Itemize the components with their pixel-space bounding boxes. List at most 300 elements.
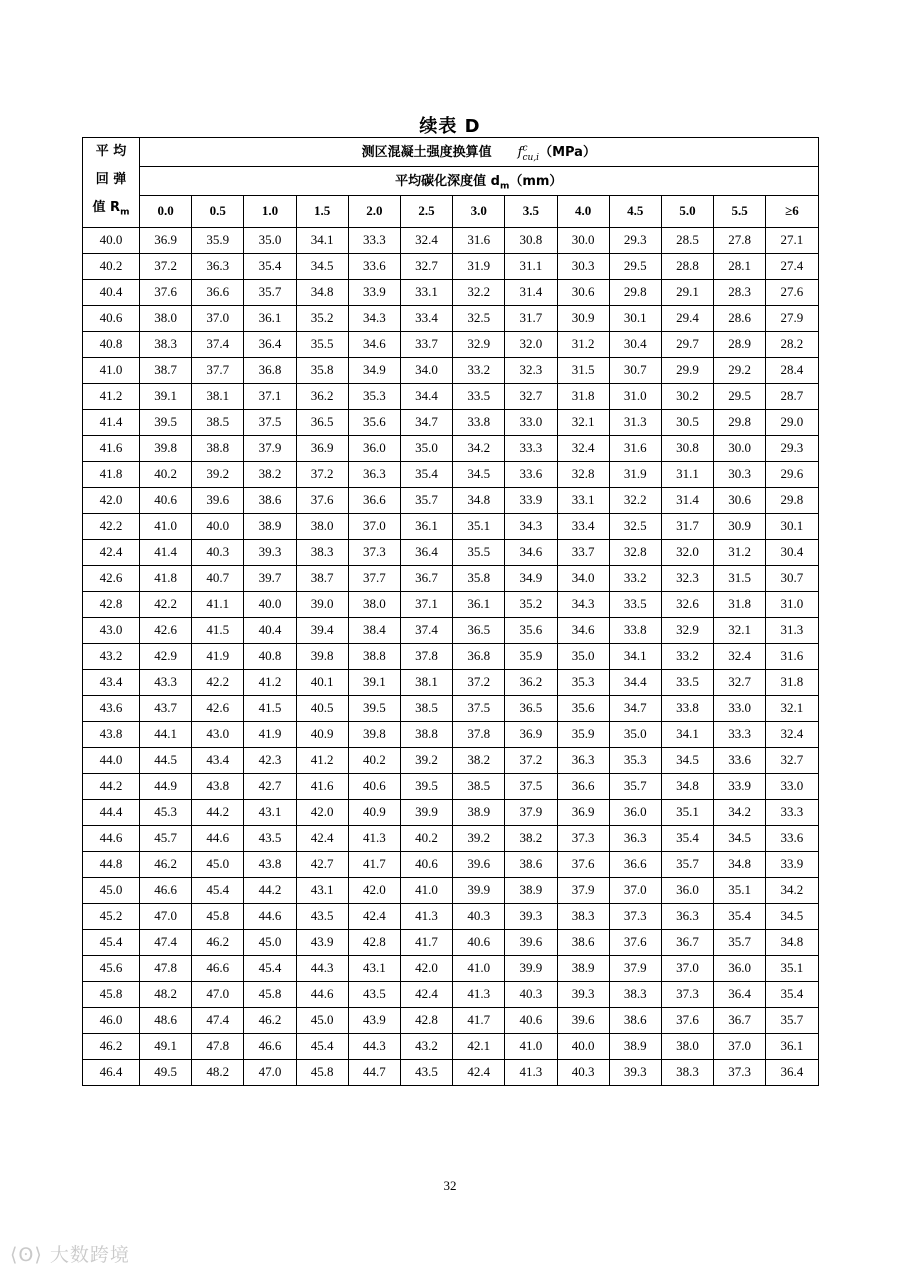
strength-value-cell: 36.2: [505, 669, 557, 695]
strength-value-cell: 42.3: [244, 747, 296, 773]
table-row: [83, 643, 819, 669]
strength-value-cell: 40.5: [296, 695, 348, 721]
table-row: [83, 409, 819, 435]
strength-value-cell: 40.3: [505, 981, 557, 1007]
strength-value-cell: 33.6: [714, 747, 766, 773]
rebound-value-cell: 46.0: [83, 1007, 140, 1033]
table-row: [83, 591, 819, 617]
strength-value-cell: 32.7: [505, 383, 557, 409]
strength-value-cell: 35.7: [766, 1007, 818, 1033]
page-number: 32: [443, 1178, 457, 1193]
strength-value-cell: 40.9: [348, 799, 400, 825]
strength-value-cell: 32.9: [661, 617, 713, 643]
strength-value-cell: 38.9: [453, 799, 505, 825]
strength-value-cell: 33.8: [453, 409, 505, 435]
strength-value-cell: 34.2: [714, 799, 766, 825]
strength-value-cell: 47.8: [192, 1033, 244, 1059]
table-row: [83, 487, 819, 513]
strength-value-cell: 40.2: [140, 461, 192, 487]
strength-value-cell: 29.9: [661, 357, 713, 383]
strength-value-cell: 46.6: [244, 1033, 296, 1059]
table-row: [83, 383, 819, 409]
strength-value-cell: 38.8: [192, 435, 244, 461]
table-row: [83, 1033, 819, 1059]
strength-value-cell: 30.2: [661, 383, 713, 409]
strength-value-cell: 31.1: [661, 461, 713, 487]
strength-value-cell: 32.8: [557, 461, 609, 487]
depth-column-header: 5.0: [661, 195, 713, 227]
strength-value-cell: 39.8: [348, 721, 400, 747]
strength-value-cell: 35.8: [296, 357, 348, 383]
strength-value-cell: 38.0: [348, 591, 400, 617]
strength-value-cell: 42.0: [348, 877, 400, 903]
strength-value-cell: 42.8: [400, 1007, 452, 1033]
strength-value-cell: 33.4: [557, 513, 609, 539]
strength-value-cell: 31.8: [714, 591, 766, 617]
strength-value-cell: 39.5: [400, 773, 452, 799]
strength-value-cell: 41.9: [192, 643, 244, 669]
strength-value-cell: 39.6: [192, 487, 244, 513]
strength-value-cell: 31.0: [766, 591, 818, 617]
strength-value-cell: 37.6: [661, 1007, 713, 1033]
strength-value-cell: 43.0: [192, 721, 244, 747]
depth-column-header: 4.0: [557, 195, 609, 227]
rebound-value-cell: 45.6: [83, 955, 140, 981]
strength-value-cell: 46.2: [140, 851, 192, 877]
table-body: [83, 227, 819, 1085]
strength-value-cell: 34.1: [296, 227, 348, 253]
strength-value-cell: 36.4: [714, 981, 766, 1007]
strength-value-cell: 29.1: [661, 279, 713, 305]
strength-value-cell: 45.0: [244, 929, 296, 955]
table-row: [83, 825, 819, 851]
strength-value-cell: 32.8: [609, 539, 661, 565]
strength-value-cell: 38.8: [348, 643, 400, 669]
strength-value-cell: 31.6: [453, 227, 505, 253]
strength-value-cell: 42.2: [192, 669, 244, 695]
strength-value-cell: 29.3: [766, 435, 818, 461]
strength-value-cell: 27.9: [766, 305, 818, 331]
strength-value-cell: 32.1: [714, 617, 766, 643]
depth-column-header: 1.5: [296, 195, 348, 227]
strength-value-cell: 40.6: [400, 851, 452, 877]
strength-value-cell: 36.9: [557, 799, 609, 825]
strength-value-cell: 31.5: [714, 565, 766, 591]
strength-value-cell: 41.0: [505, 1033, 557, 1059]
rebound-value-cell: 42.8: [83, 591, 140, 617]
strength-value-cell: 32.4: [557, 435, 609, 461]
strength-value-cell: 34.5: [661, 747, 713, 773]
strength-value-cell: 36.7: [714, 1007, 766, 1033]
strength-value-cell: 35.6: [348, 409, 400, 435]
table-title: 续表 D: [419, 116, 481, 137]
strength-value-cell: 28.3: [714, 279, 766, 305]
strength-value-cell: 39.3: [505, 903, 557, 929]
strength-value-cell: 39.2: [453, 825, 505, 851]
strength-value-cell: 44.1: [140, 721, 192, 747]
strength-value-cell: 36.8: [453, 643, 505, 669]
strength-value-cell: 35.6: [505, 617, 557, 643]
strength-value-cell: 35.0: [400, 435, 452, 461]
strength-value-cell: 43.2: [400, 1033, 452, 1059]
strength-value-cell: 43.9: [348, 1007, 400, 1033]
strength-value-cell: 35.5: [296, 331, 348, 357]
strength-value-cell: 34.6: [348, 331, 400, 357]
strength-value-cell: 44.6: [244, 903, 296, 929]
strength-value-cell: 28.8: [661, 253, 713, 279]
strength-value-cell: 35.3: [557, 669, 609, 695]
strength-value-cell: 34.9: [348, 357, 400, 383]
row-label-line-2: 回 弹: [95, 172, 127, 187]
strength-value-cell: 35.0: [557, 643, 609, 669]
strength-value-cell: 29.6: [766, 461, 818, 487]
strength-value-cell: 40.0: [244, 591, 296, 617]
table-row: [83, 461, 819, 487]
strength-value-cell: 47.4: [192, 1007, 244, 1033]
strength-value-cell: 32.4: [766, 721, 818, 747]
strength-value-cell: 38.6: [609, 1007, 661, 1033]
strength-value-cell: 47.0: [244, 1059, 296, 1085]
strength-value-cell: 34.0: [400, 357, 452, 383]
strength-value-cell: 38.3: [609, 981, 661, 1007]
table-row: [83, 331, 819, 357]
strength-value-cell: 35.3: [609, 747, 661, 773]
strength-value-cell: 44.2: [244, 877, 296, 903]
unit-label: （MPa）: [539, 145, 596, 161]
strength-value-cell: 30.4: [609, 331, 661, 357]
rebound-value-cell: 43.8: [83, 721, 140, 747]
strength-value-cell: 29.3: [609, 227, 661, 253]
strength-value-cell: 34.5: [766, 903, 818, 929]
strength-value-cell: 30.3: [714, 461, 766, 487]
strength-value-cell: 41.7: [348, 851, 400, 877]
strength-value-cell: 39.8: [296, 643, 348, 669]
row-label-line-1: 平 均: [95, 144, 127, 159]
strength-value-cell: 42.6: [140, 617, 192, 643]
strength-value-cell: 47.0: [140, 903, 192, 929]
strength-value-cell: 28.6: [714, 305, 766, 331]
strength-value-cell: 36.5: [296, 409, 348, 435]
strength-value-cell: 30.1: [609, 305, 661, 331]
rebound-value-cell: 45.8: [83, 981, 140, 1007]
strength-value-cell: 38.1: [192, 383, 244, 409]
strength-value-cell: 35.4: [766, 981, 818, 1007]
strength-value-cell: 37.0: [348, 513, 400, 539]
strength-value-cell: 34.7: [400, 409, 452, 435]
strength-value-cell: 28.7: [766, 383, 818, 409]
strength-value-cell: 43.3: [140, 669, 192, 695]
rebound-value-cell: 40.6: [83, 305, 140, 331]
strength-value-cell: 44.3: [348, 1033, 400, 1059]
strength-value-cell: 38.9: [244, 513, 296, 539]
rebound-value-cell: 43.4: [83, 669, 140, 695]
strength-value-cell: 33.0: [766, 773, 818, 799]
strength-value-cell: 29.5: [714, 383, 766, 409]
strength-value-cell: 35.4: [661, 825, 713, 851]
strength-value-cell: 33.7: [557, 539, 609, 565]
strength-value-cell: 43.1: [244, 799, 296, 825]
strength-value-cell: 45.0: [296, 1007, 348, 1033]
rebound-value-cell: 40.2: [83, 253, 140, 279]
strength-group-header: [140, 138, 819, 167]
rebound-value-cell: 44.6: [83, 825, 140, 851]
strength-value-cell: 42.1: [453, 1033, 505, 1059]
strength-value-cell: 37.3: [714, 1059, 766, 1085]
strength-value-cell: 42.0: [400, 955, 452, 981]
strength-value-cell: 38.6: [244, 487, 296, 513]
rebound-value-cell: 41.4: [83, 409, 140, 435]
strength-value-cell: 39.4: [296, 617, 348, 643]
strength-value-cell: 30.7: [609, 357, 661, 383]
strength-value-cell: 31.8: [766, 669, 818, 695]
strength-value-cell: 32.7: [714, 669, 766, 695]
strength-value-cell: 45.8: [192, 903, 244, 929]
strength-value-cell: 35.4: [714, 903, 766, 929]
strength-value-cell: 43.5: [296, 903, 348, 929]
strength-value-cell: 30.9: [557, 305, 609, 331]
strength-value-cell: 43.1: [296, 877, 348, 903]
strength-value-cell: 32.5: [453, 305, 505, 331]
strength-value-cell: 36.5: [505, 695, 557, 721]
strength-value-cell: 40.2: [348, 747, 400, 773]
strength-value-cell: 48.2: [140, 981, 192, 1007]
strength-value-cell: 37.6: [557, 851, 609, 877]
strength-value-cell: 36.3: [557, 747, 609, 773]
strength-value-cell: 43.4: [192, 747, 244, 773]
strength-value-cell: 36.6: [609, 851, 661, 877]
strength-value-cell: 31.6: [766, 643, 818, 669]
strength-value-cell: 40.7: [192, 565, 244, 591]
strength-value-cell: 35.7: [661, 851, 713, 877]
strength-value-cell: 36.0: [661, 877, 713, 903]
strength-value-cell: 37.2: [296, 461, 348, 487]
strength-value-cell: 34.7: [609, 695, 661, 721]
strength-value-cell: 40.9: [296, 721, 348, 747]
table-row: [83, 877, 819, 903]
strength-value-cell: 37.4: [400, 617, 452, 643]
strength-value-cell: 39.5: [348, 695, 400, 721]
strength-value-cell: 34.8: [766, 929, 818, 955]
strength-value-cell: 39.7: [244, 565, 296, 591]
strength-value-cell: 37.0: [609, 877, 661, 903]
table-row: [83, 357, 819, 383]
strength-value-cell: 31.7: [505, 305, 557, 331]
strength-value-cell: 46.2: [192, 929, 244, 955]
strength-value-cell: 37.5: [505, 773, 557, 799]
strength-value-cell: 28.9: [714, 331, 766, 357]
strength-value-cell: 36.0: [609, 799, 661, 825]
strength-value-cell: 42.4: [400, 981, 452, 1007]
strength-value-cell: 33.2: [453, 357, 505, 383]
strength-value-cell: 35.1: [766, 955, 818, 981]
depth-column-header: 1.0: [244, 195, 296, 227]
strength-value-cell: 36.5: [453, 617, 505, 643]
strength-value-cell: 37.1: [244, 383, 296, 409]
rebound-value-cell: 44.4: [83, 799, 140, 825]
strength-value-cell: 43.8: [244, 851, 296, 877]
strength-value-cell: 32.1: [766, 695, 818, 721]
rebound-value-cell: 46.4: [83, 1059, 140, 1085]
strength-value-cell: 30.7: [766, 565, 818, 591]
table-row: [83, 279, 819, 305]
rebound-value-cell: 40.8: [83, 331, 140, 357]
strength-value-cell: 33.8: [609, 617, 661, 643]
strength-value-cell: 29.5: [609, 253, 661, 279]
strength-value-cell: 45.8: [244, 981, 296, 1007]
strength-value-cell: 34.0: [557, 565, 609, 591]
strength-value-cell: 38.5: [453, 773, 505, 799]
strength-value-cell: 38.9: [505, 877, 557, 903]
strength-value-cell: 34.2: [766, 877, 818, 903]
strength-value-cell: 37.3: [609, 903, 661, 929]
strength-value-cell: 32.6: [661, 591, 713, 617]
strength-value-cell: 30.9: [714, 513, 766, 539]
strength-value-cell: 33.5: [453, 383, 505, 409]
strength-value-cell: 37.9: [244, 435, 296, 461]
table-row: [83, 539, 819, 565]
strength-value-cell: 39.0: [296, 591, 348, 617]
strength-value-cell: 31.9: [609, 461, 661, 487]
strength-value-cell: 35.4: [244, 253, 296, 279]
strength-value-cell: 34.8: [296, 279, 348, 305]
strength-value-cell: 37.5: [453, 695, 505, 721]
strength-value-cell: 38.3: [140, 331, 192, 357]
strength-value-cell: 38.8: [400, 721, 452, 747]
table-row: [83, 1059, 819, 1085]
strength-value-cell: 43.9: [296, 929, 348, 955]
strength-value-cell: 39.2: [400, 747, 452, 773]
strength-value-cell: 45.3: [140, 799, 192, 825]
depth-column-headers: [83, 195, 819, 227]
table-row: [83, 1007, 819, 1033]
strength-value-cell: 49.5: [140, 1059, 192, 1085]
strength-value-cell: 33.3: [766, 799, 818, 825]
strength-value-cell: 42.4: [453, 1059, 505, 1085]
strength-value-cell: 35.9: [192, 227, 244, 253]
strength-value-cell: 36.6: [192, 279, 244, 305]
depth-column-header: ≥6: [766, 195, 818, 227]
strength-value-cell: 39.1: [140, 383, 192, 409]
strength-value-cell: 38.3: [661, 1059, 713, 1085]
depth-column-header: 3.5: [505, 195, 557, 227]
strength-value-cell: 41.1: [192, 591, 244, 617]
strength-value-cell: 36.6: [557, 773, 609, 799]
strength-value-cell: 32.4: [714, 643, 766, 669]
strength-value-cell: 38.0: [296, 513, 348, 539]
strength-value-cell: 30.6: [557, 279, 609, 305]
strength-value-cell: 32.7: [400, 253, 452, 279]
strength-value-cell: 36.7: [400, 565, 452, 591]
strength-value-cell: 46.6: [140, 877, 192, 903]
strength-value-cell: 42.0: [296, 799, 348, 825]
strength-value-cell: 35.0: [244, 227, 296, 253]
strength-value-cell: 36.3: [661, 903, 713, 929]
strength-value-cell: 40.8: [244, 643, 296, 669]
strength-value-cell: 35.7: [400, 487, 452, 513]
strength-value-cell: 39.6: [453, 851, 505, 877]
strength-value-cell: 33.6: [505, 461, 557, 487]
strength-value-cell: 40.0: [192, 513, 244, 539]
strength-value-cell: 38.6: [557, 929, 609, 955]
strength-value-cell: 42.6: [192, 695, 244, 721]
rebound-value-cell: 40.0: [83, 227, 140, 253]
table-row: [83, 617, 819, 643]
strength-value-cell: 37.6: [296, 487, 348, 513]
strength-value-cell: 33.3: [714, 721, 766, 747]
table-row: [83, 305, 819, 331]
strength-value-cell: 37.3: [348, 539, 400, 565]
rebound-value-cell: 41.6: [83, 435, 140, 461]
table-row: [83, 435, 819, 461]
strength-value-cell: 28.5: [661, 227, 713, 253]
strength-value-cell: 33.3: [505, 435, 557, 461]
strength-value-cell: 38.5: [400, 695, 452, 721]
strength-value-cell: 36.4: [244, 331, 296, 357]
strength-value-cell: 38.4: [348, 617, 400, 643]
strength-value-cell: 40.6: [505, 1007, 557, 1033]
strength-value-cell: 35.8: [453, 565, 505, 591]
strength-value-cell: 37.2: [453, 669, 505, 695]
strength-value-cell: 29.8: [609, 279, 661, 305]
strength-value-cell: 36.9: [296, 435, 348, 461]
strength-value-cell: 47.4: [140, 929, 192, 955]
rebound-value-cell: 43.6: [83, 695, 140, 721]
strength-value-cell: 33.9: [714, 773, 766, 799]
strength-value-cell: 32.4: [400, 227, 452, 253]
strength-value-cell: 37.0: [192, 305, 244, 331]
strength-value-cell: 33.6: [348, 253, 400, 279]
strength-value-cell: 34.2: [453, 435, 505, 461]
strength-value-cell: 36.7: [661, 929, 713, 955]
strength-value-cell: 37.4: [192, 331, 244, 357]
strength-value-cell: 39.9: [400, 799, 452, 825]
strength-value-cell: 44.6: [192, 825, 244, 851]
strength-value-cell: 49.1: [140, 1033, 192, 1059]
strength-value-cell: 43.7: [140, 695, 192, 721]
strength-value-cell: 39.3: [609, 1059, 661, 1085]
strength-value-cell: 39.2: [192, 461, 244, 487]
depth-column-header: 2.0: [348, 195, 400, 227]
strength-value-cell: 34.3: [557, 591, 609, 617]
strength-value-cell: 35.1: [714, 877, 766, 903]
table-row: [83, 955, 819, 981]
strength-value-cell: 41.3: [453, 981, 505, 1007]
table-row: [83, 253, 819, 279]
strength-value-cell: 38.6: [505, 851, 557, 877]
strength-value-cell: 30.3: [557, 253, 609, 279]
strength-value-cell: 34.1: [661, 721, 713, 747]
strength-value-cell: 34.1: [609, 643, 661, 669]
strength-value-cell: 34.8: [714, 851, 766, 877]
strength-value-cell: 41.0: [140, 513, 192, 539]
strength-value-cell: 34.5: [453, 461, 505, 487]
strength-value-cell: 36.4: [766, 1059, 818, 1085]
strength-value-cell: 47.0: [192, 981, 244, 1007]
strength-value-cell: 37.8: [453, 721, 505, 747]
strength-value-cell: 34.6: [557, 617, 609, 643]
rebound-value-cell: 45.0: [83, 877, 140, 903]
rebound-value-cell: 43.0: [83, 617, 140, 643]
rebound-value-cell: 45.4: [83, 929, 140, 955]
strength-value-cell: 31.4: [505, 279, 557, 305]
strength-value-cell: 41.2: [244, 669, 296, 695]
strength-value-cell: 35.0: [609, 721, 661, 747]
strength-value-cell: 42.2: [140, 591, 192, 617]
depth-column-header: 5.5: [714, 195, 766, 227]
strength-value-cell: 47.8: [140, 955, 192, 981]
strength-value-cell: 30.8: [661, 435, 713, 461]
rebound-value-cell: 41.2: [83, 383, 140, 409]
